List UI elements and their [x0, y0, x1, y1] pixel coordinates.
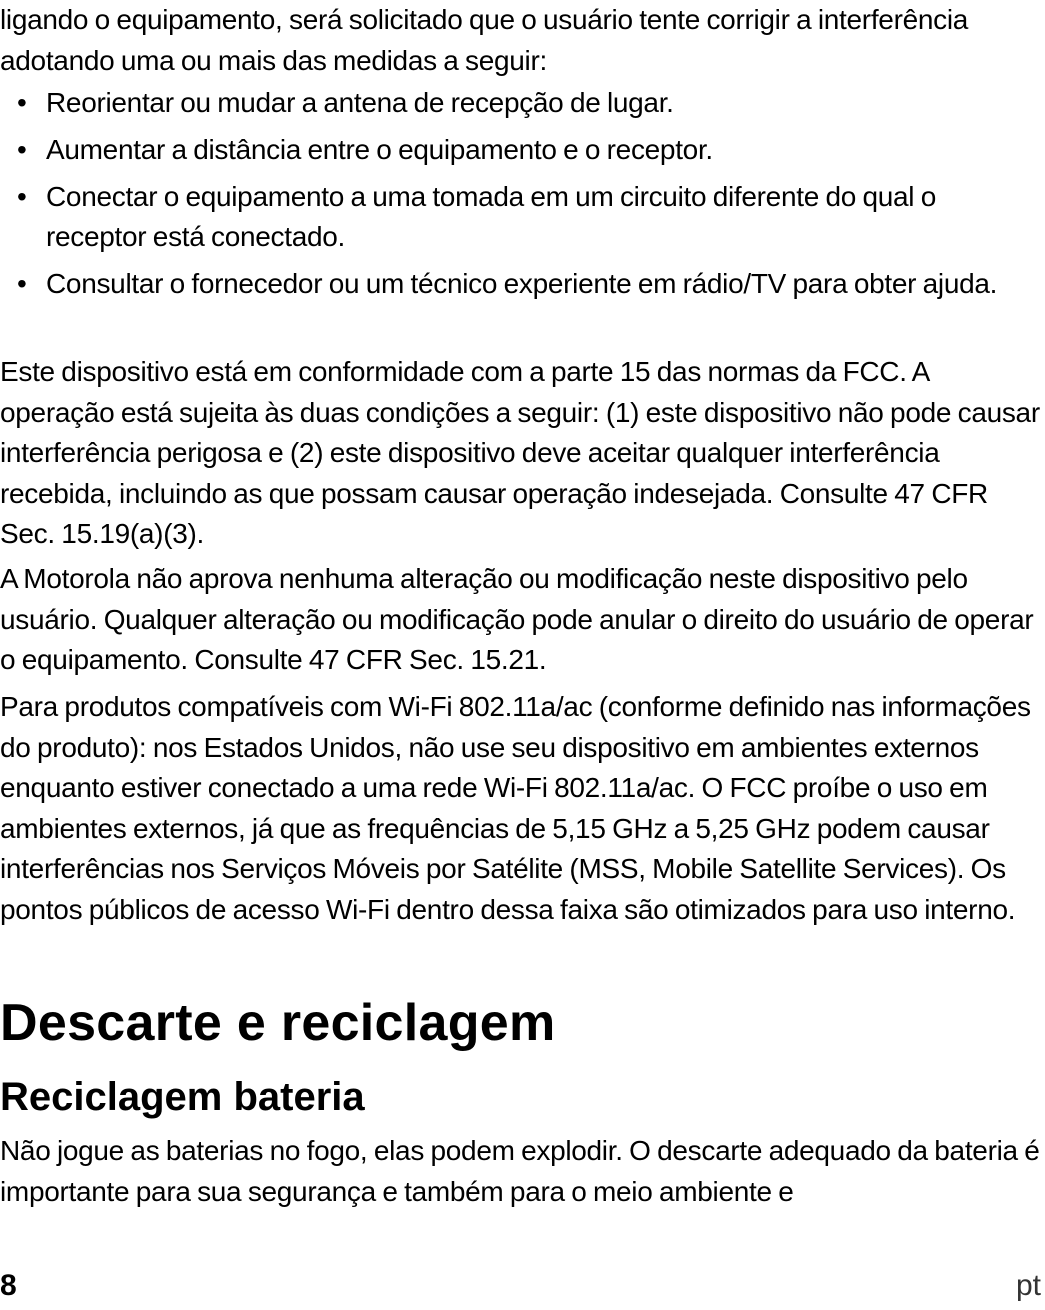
list-item-text: Consultar o fornecedor ou um técnico experiente em rádio/TV para obter ajuda.: [46, 268, 998, 299]
subsection-heading: Reciclagem bateria: [0, 1075, 365, 1119]
page-number: 8: [0, 1269, 17, 1302]
list-item-text: Aumentar a distância entre o equipamento e o receptor.: [46, 134, 713, 165]
battery-paragraph: Não jogue as baterias no fogo, elas podem explodir. O descarte adequado da bateria é importante para sua segurança e também para o meio ambiente e: [0, 1135, 1040, 1207]
list-item: [0, 130, 1040, 170]
interference-measures-list: [0, 83, 1040, 311]
motorola-modification-paragraph: A Motorola não aprova nenhuma alteração ou modificação neste dispositivo pelo usuário. Qualquer alteração ou modificação pode anular o direito do usuário de operar o equipamento. Consulte 47 CFR Sec. 15.21.: [0, 563, 1034, 676]
list-item-text: Reorientar ou mudar a antena de recepção de lugar.: [46, 87, 674, 118]
list-item: [0, 264, 1040, 304]
bullet-icon: •: [17, 87, 27, 118]
fcc-part15-paragraph: Este dispositivo está em conformidade com a parte 15 das normas da FCC. A operação está sujeita às duas condições a seguir: (1) este dispositivo não pode causar interferência perigosa e (2) este dispositivo deve aceitar qualquer interferência recebida, incluindo as que possam causar operação indesejada. Consulte 47 CFR Sec. 15.19(a)(3).: [0, 356, 1040, 550]
bullet-icon: •: [17, 268, 27, 299]
wifi-outdoor-paragraph: Para produtos compatíveis com Wi-Fi 802.11a/ac (conforme definido nas informações do produto): nos Estados Unidos, não use seu dispositivo em ambientes externos enquanto estiver conectado a uma rede Wi-Fi 802.11a/ac. O FCC proíbe o uso em ambientes externos, já que as frequências de 5,15 GHz a 5,25 GHz podem causar interferências nos Serviços Móveis por Satélite (MSS, Mobile Satellite Services). Os pontos públicos de acesso Wi-Fi dentro dessa faixa são otimizados para uso interno.: [0, 691, 1031, 925]
section-heading: Descarte e reciclagem: [0, 994, 556, 1052]
language-code: pt: [1015, 1269, 1041, 1302]
bullet-icon: •: [17, 181, 27, 212]
list-item-text: Conectar o equipamento a uma tomada em um circuito diferente do qual o receptor está conectado.: [46, 181, 936, 252]
list-item: [0, 177, 1040, 257]
list-item: [0, 83, 1040, 123]
intro-paragraph: ligando o equipamento, será solicitado que o usuário tente corrigir a interferência adotando uma ou mais das medidas a seguir:: [0, 4, 969, 76]
bullet-icon: •: [17, 134, 27, 165]
